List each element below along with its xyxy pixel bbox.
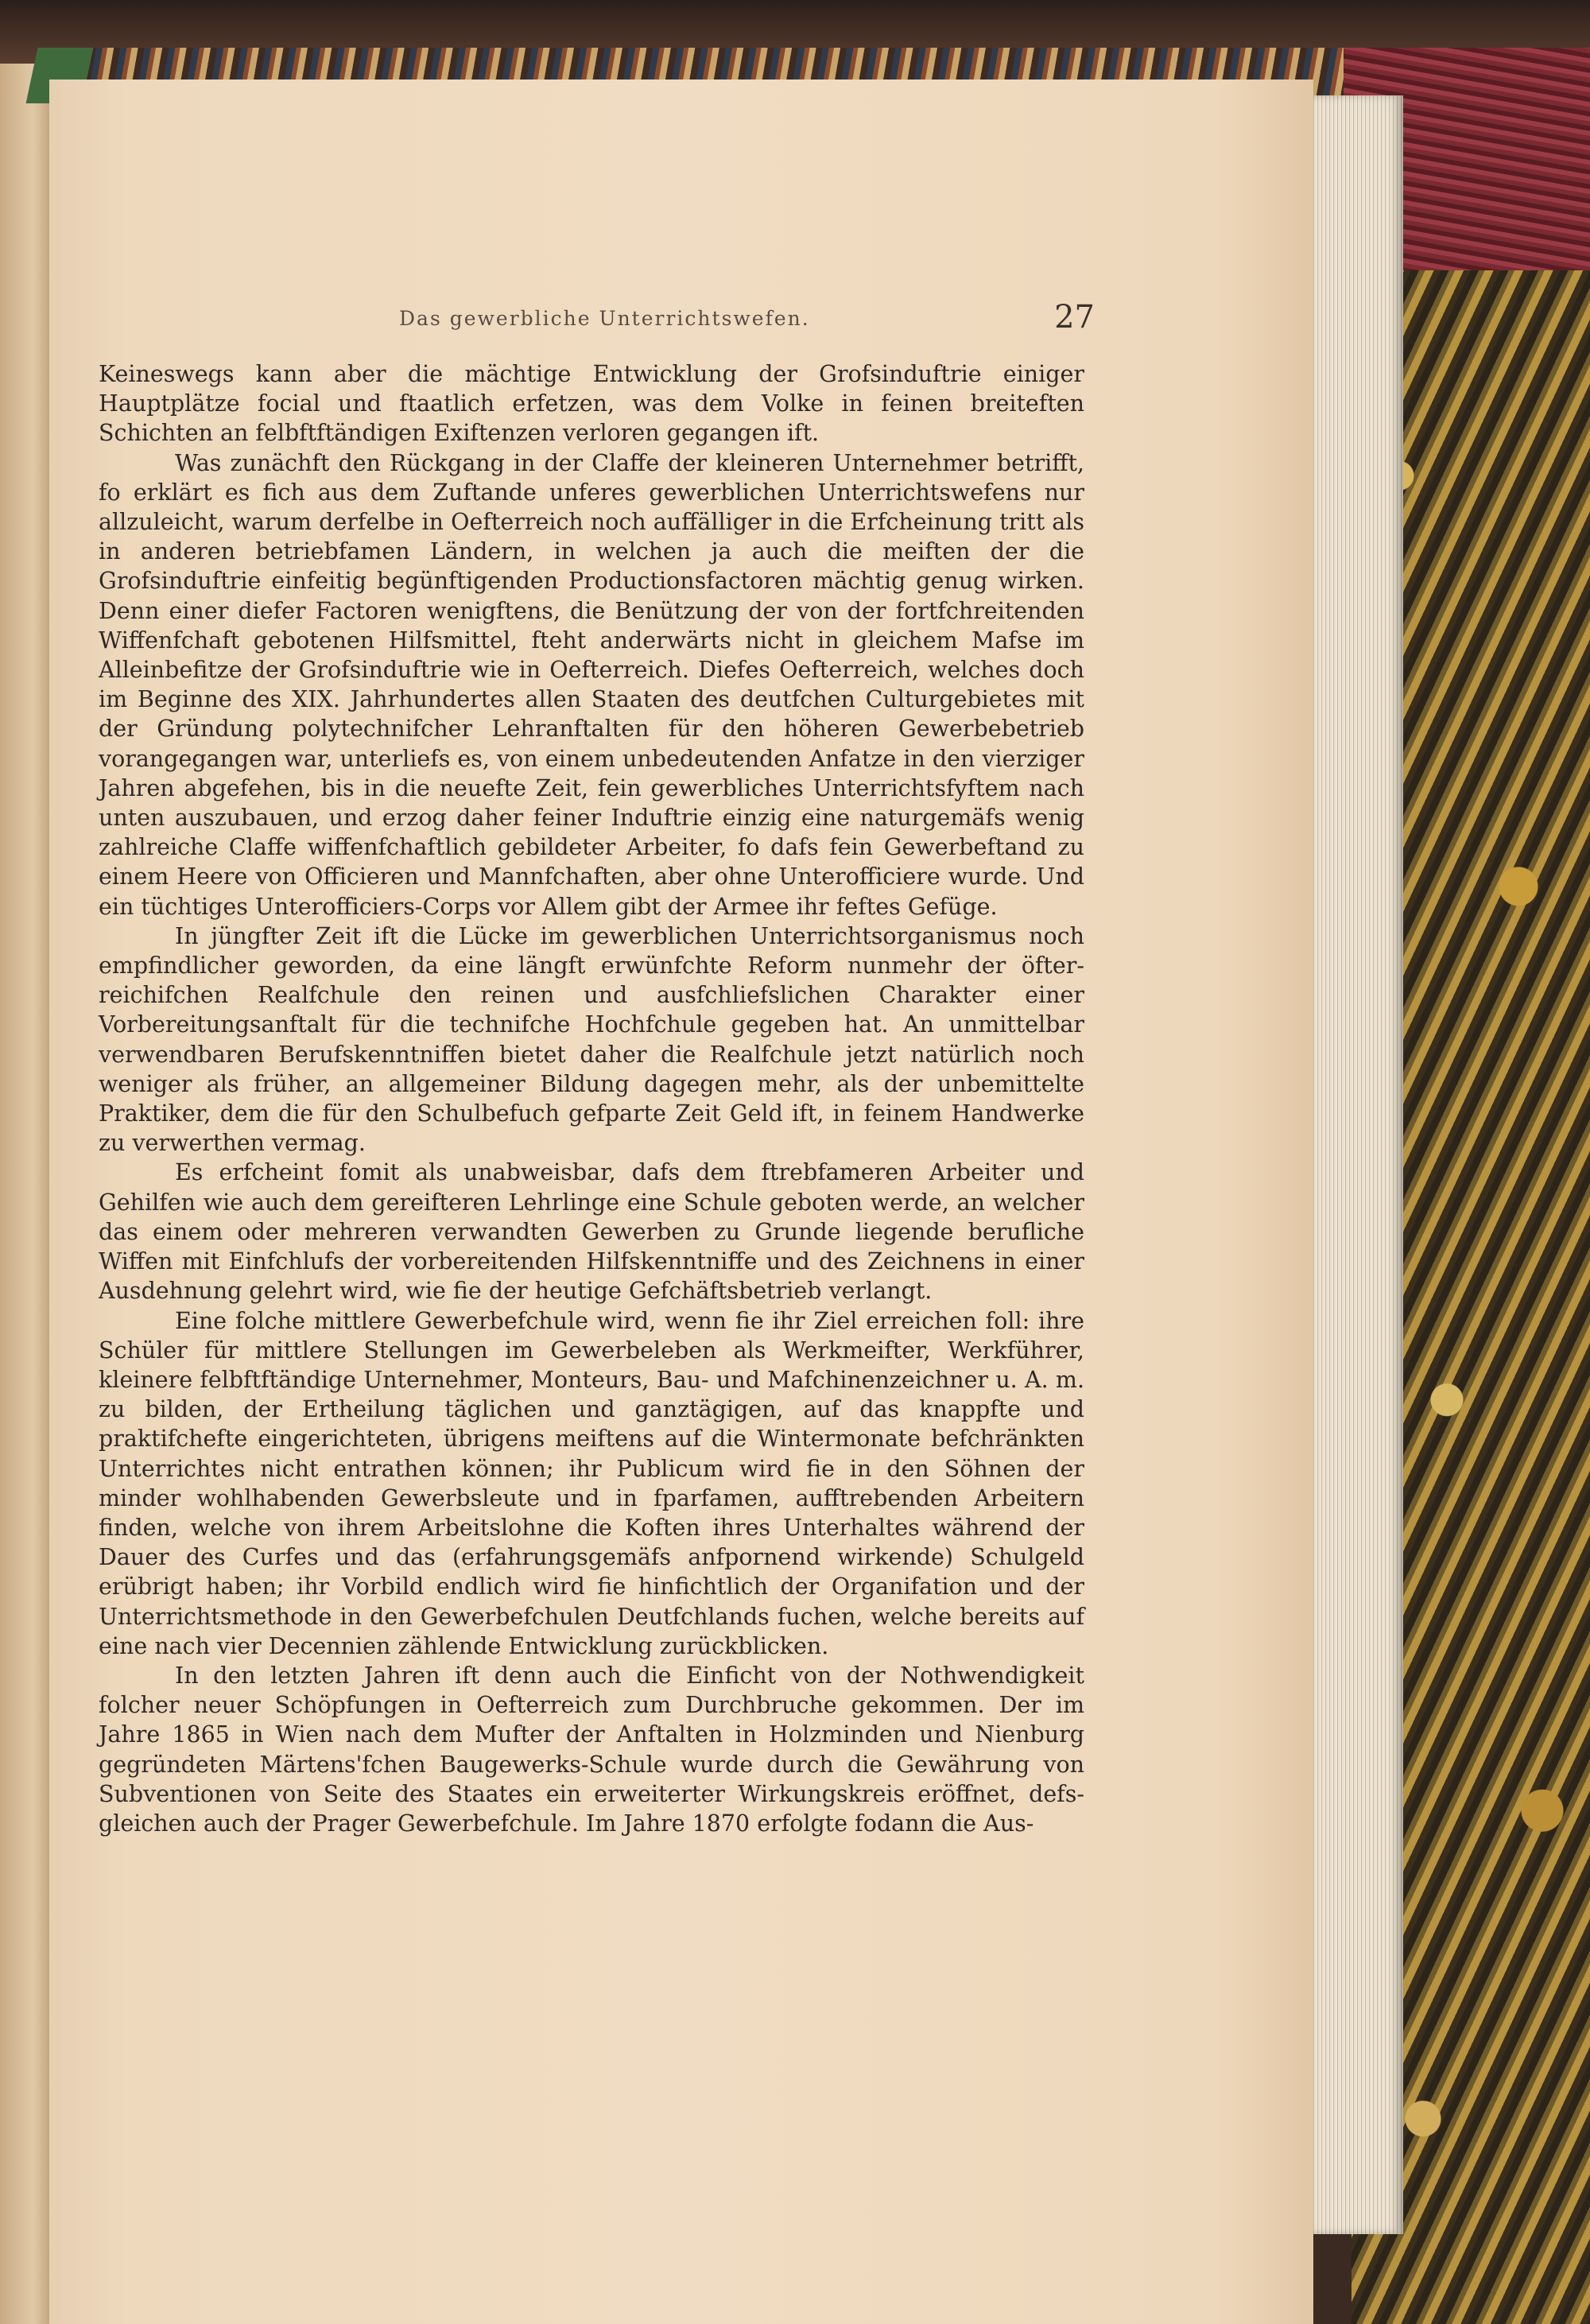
page-fore-edge: [1304, 95, 1403, 2234]
facing-page-edge: [0, 64, 56, 2324]
paragraph-3: In jüngfter Zeit ift die Lücke im gewerblichen Unterrichtsorganismus noch empfindlicher geworden, da eine längft erwünfchte Reform nunmehr der öfterreichifchen Realfchule den reinen und ausfchliefslichen Charakter einer Vorbereitungsanftalt für die technifche Hochfchule gegeben hat. An unmittelbar verwendbaren Berufskenntniffen bietet daher die Realfchule jetzt natürlich noch weniger als früher, an allgemeiner Bildung dagegen mehr, als der unbemittelte Praktiker, dem die für den Schulbefuch gefparte Zeit Geld ift, in feinem Handwerke zu verwerthen vermag.: [99, 922, 1084, 1157]
body-text: [99, 359, 1084, 1838]
paragraph-5: Eine folche mittlere Gewerbefchule wird, wenn fie ihr Ziel erreichen foll: ihre Schüler für mittlere Stellungen im Gewerbeleben als Werkmeifter, Werkführer, kleinere felbftftändige Unternehmer, Monteurs, Bau- und Mafchinenzeichner u. A. m. zu bilden, der Ertheilung täglichen und ganztägigen, auf das knappfte und praktifchefte eingerichteten, übrigens meiftens auf die Wintermonate befchränkten Unterrichtes nicht entrathen können; ihr Publicum wird fie in den Söhnen der minder wohlhabenden Gewerbsleute und in fparfamen, aufftrebenden Arbeitern finden, welche von ihrem Arbeitslohne die Koften ihres Unterhaltes während der Dauer des Curfes und das (erfahrungsgemäfs anfpornend wirkende) Schulgeld erübrigt haben; ihr Vorbild endlich wird fie hinfichtlich der Organifation und der Unterrichtsmethode in den Gewerbefchulen Deutfchlands fuchen, welche bereits auf eine nach vier Decennien zählende Entwicklung zurückblicken.: [99, 1307, 1084, 1659]
page-number: 27: [1054, 299, 1095, 336]
paragraph-1: Keineswegs kann aber die mächtige Entwicklung der Grofsinduftrie einiger Hauptplätze focial und ftaatlich erfetzen, was dem Volke in feinen breiteften Schichten an felbftftändigen Exiftenzen verloren gegangen ift.: [99, 361, 1084, 447]
running-head: Das gewerbliche Unterrichtswefen.: [399, 307, 810, 330]
paragraph-6: In den letzten Jahren ift denn auch die Einficht von der Nothwendigkeit folcher neuer Schöpfungen in Oefterreich zum Durchbruche gekommen. Der im Jahre 1865 in Wien nach dem Mufter der Anftalten in Holzminden und Nienburg gegründeten Märtens'fchen Baugewerks-Schule wurde durch die Gewährung von Subventionen von Seite des Staates ein erweiterter Wirkungskreis eröffnet, defsgleichen auch der Prager Gewerbefchule. Im Jahre 1870 erfolgte fodann die Aus-: [99, 1662, 1084, 1837]
paragraph-2: Was zunächft den Rückgang in der Claffe der kleineren Unternehmer betrifft, fo erklärt es fich aus dem Zuftande unferes gewerblichen Unterrichtswefens nur allzuleicht, warum derfelbe in Oefterreich noch auffälliger in die Erfcheinung tritt als in anderen betriebfamen Ländern, in welchen ja auch die meiften der die Grofsinduftrie einfeitig begünftigenden Productionsfactoren mächtig genug wirken. Denn einer diefer Factoren wenigftens, die Benützung der von der fortfchreitenden Wiffenfchaft gebotenen Hilfsmittel, fteht anderwärts nicht in gleichem Mafse im Alleinbefitze der Grofsinduftrie wie in Oefterreich. Diefes Oefterreich, welches doch im Beginne des XIX. Jahrhundertes allen Staaten des deutfchen Culturgebietes mit der Gründung polytechnifcher Lehranftalten für den höheren Gewerbebetrieb vorangegangen war, unterliefs es, von einem unbedeutenden Anfatze in den vierziger Jahren abgefehen, bis in die neuefte Zeit, fein gewerbliches Unterrichtsfyftem nach unten auszubauen, und erzog daher feiner Induftrie einzig eine naturgemäfs wenig zahlreiche Claffe wiffenfchaftlich gebildeter Arbeiter, fo dafs fein Gewerbeftand zu einem Heere von Officieren und Mannfchaften, aber ohne Unterofficiere wurde. Und ein tüchtiges Unterofficiers-Corps vor Allem gibt der Armee ihr feftes Gefüge.: [99, 449, 1084, 920]
paragraph-4: Es erfcheint fomit als unabweisbar, dafs dem ftrebfameren Arbeiter und Gehilfen wie auch dem gereifteren Lehrlinge eine Schule geboten werde, an welcher das einem oder mehreren verwandten Gewerben zu Grunde liegende berufliche Wiffen mit Einfchlufs der vorbereitenden Hilfskenntniffe und des Zeichnens in einer Ausdehnung gelehrt wird, wie fie der heutige Gefchäftsbetrieb verlangt.: [99, 1159, 1084, 1305]
page-header: [399, 299, 1095, 347]
